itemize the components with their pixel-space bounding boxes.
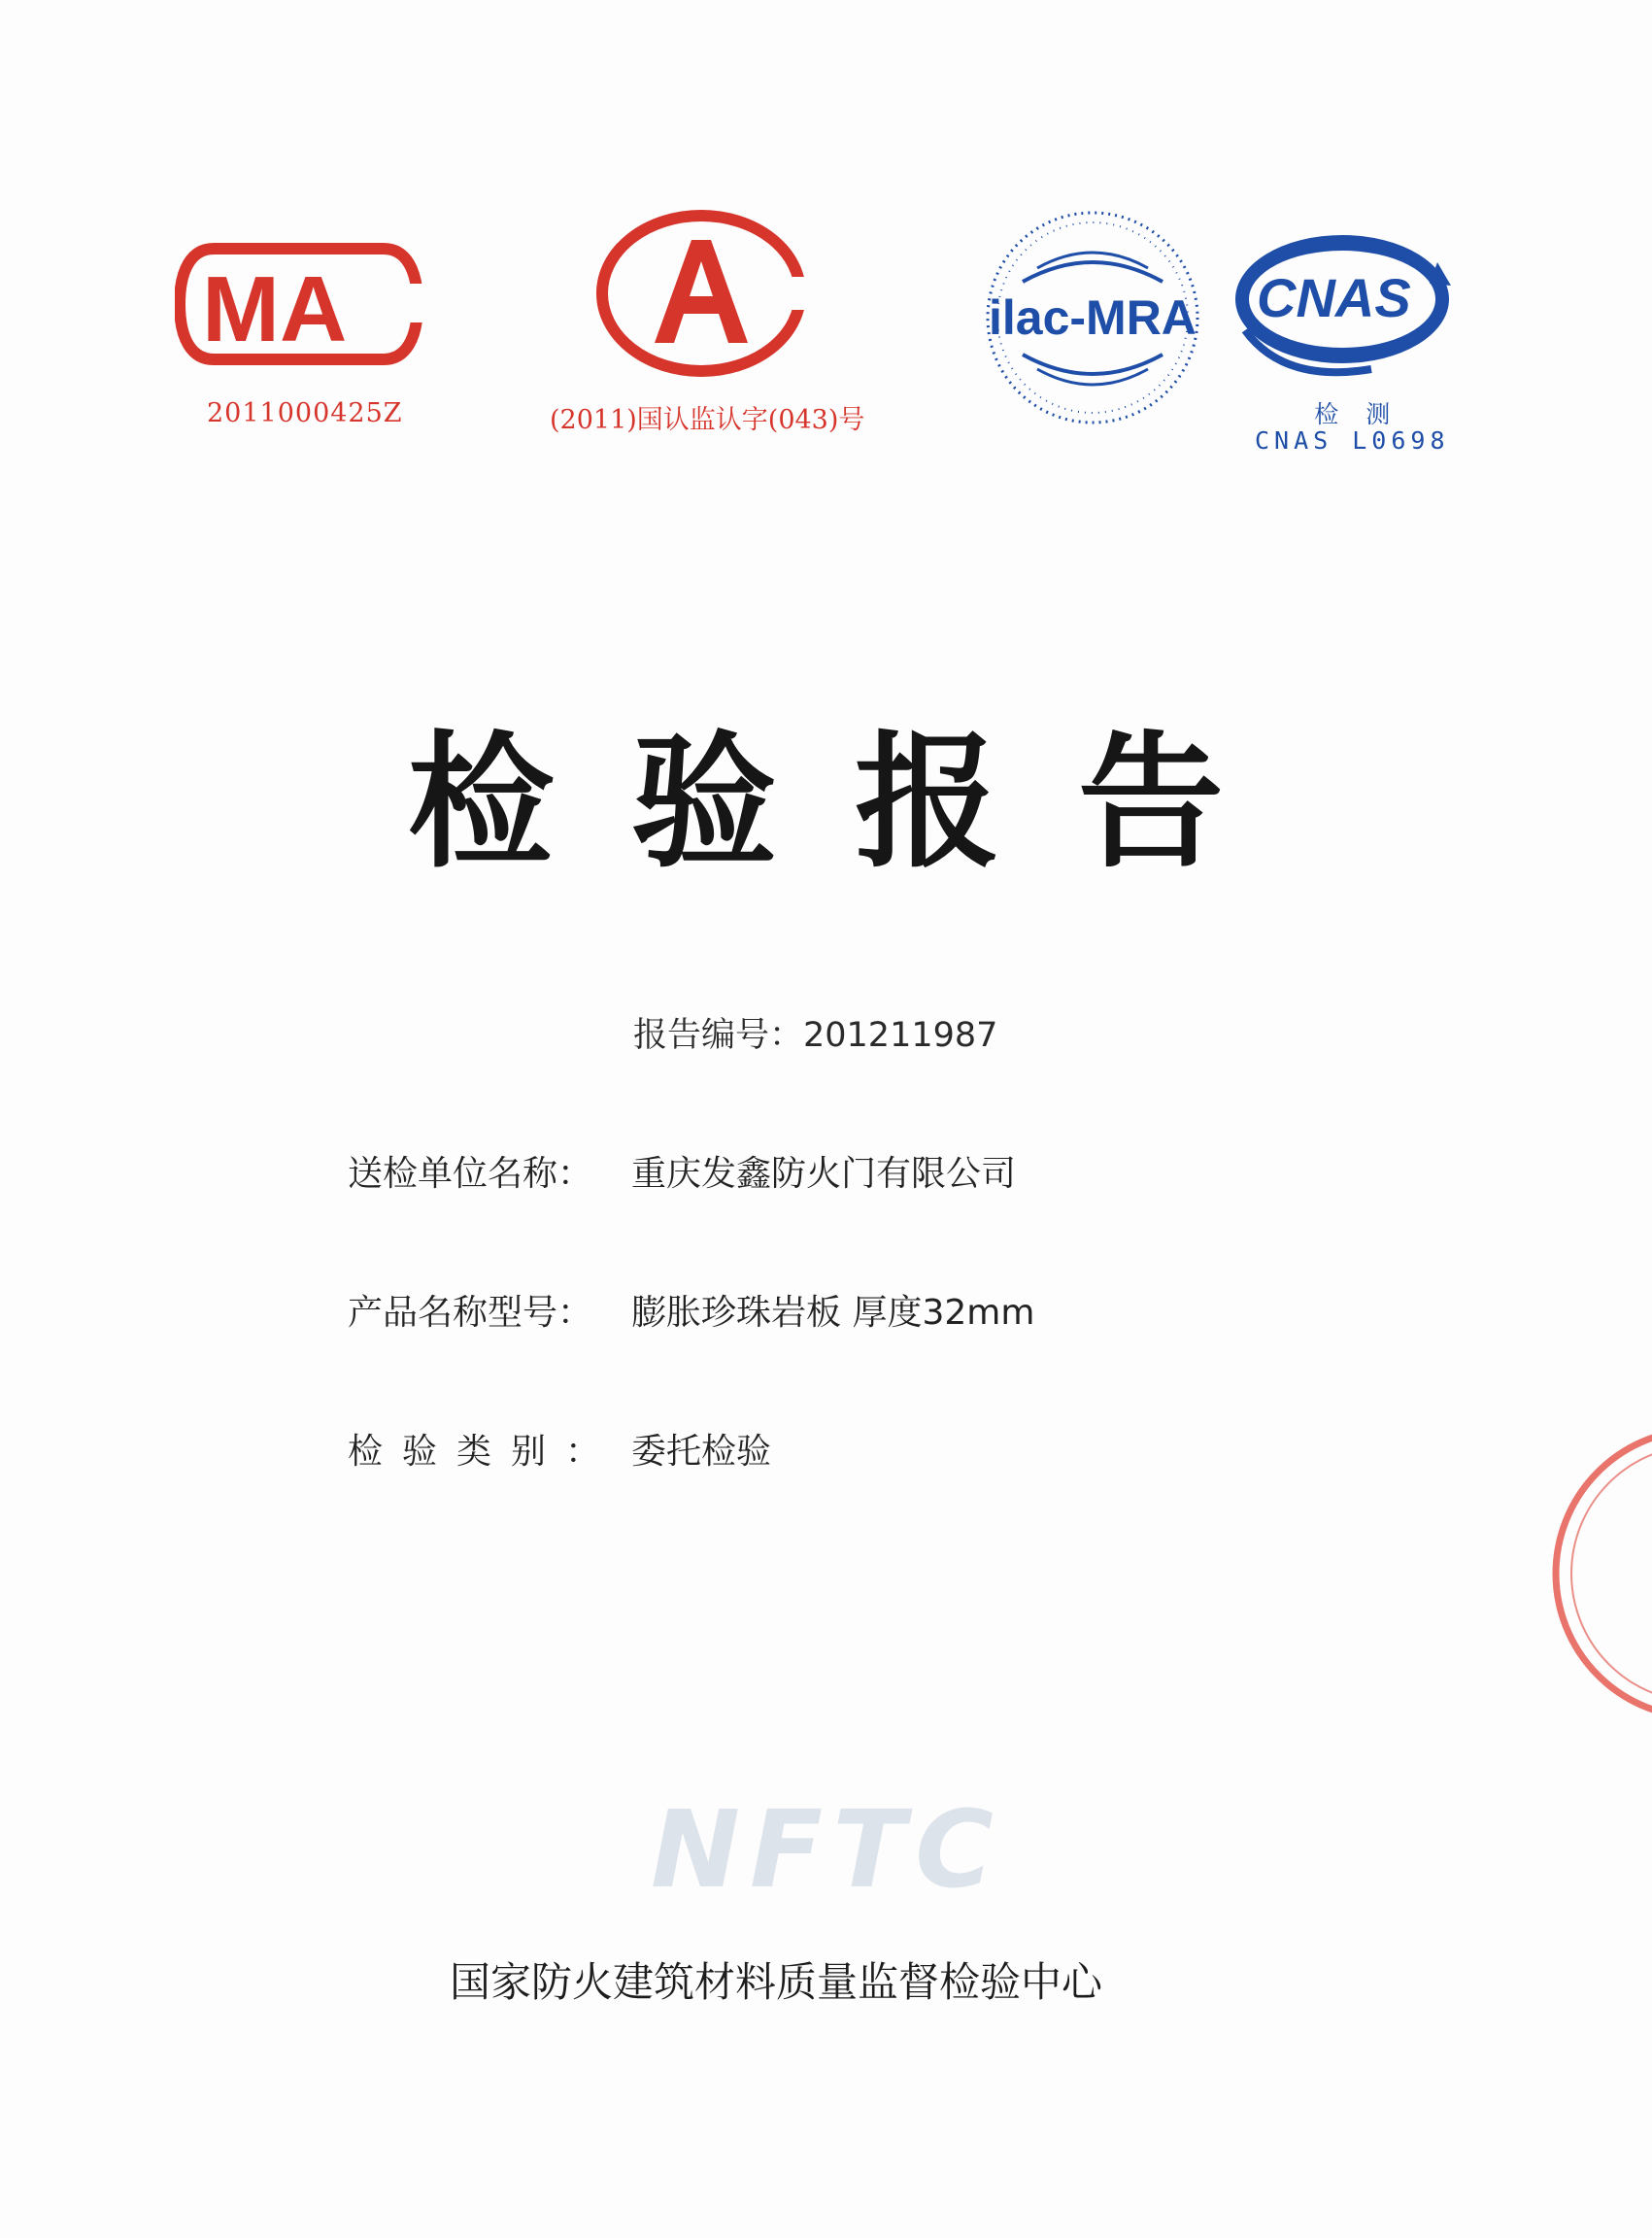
client-value: 重庆发鑫防火门有限公司 bbox=[631, 1154, 1017, 1194]
cnas-caption-line1: 检测 bbox=[1314, 400, 1418, 428]
client-label: 送检单位名称： bbox=[348, 1154, 593, 1194]
inspection-type-field bbox=[348, 1424, 771, 1474]
cma-logo-text: MA bbox=[202, 257, 348, 361]
product-value: 膨胀珍珠岩板 厚度32mm bbox=[631, 1293, 1035, 1333]
inspection-type-value: 委托检验 bbox=[631, 1432, 772, 1472]
inspection-type-label: 检验类别： bbox=[348, 1432, 621, 1472]
cma-number: 2011000425Z bbox=[207, 398, 403, 428]
product-label: 产品名称型号： bbox=[348, 1293, 593, 1333]
ilac-logo-text: ilac-MRA bbox=[989, 290, 1197, 345]
cnas-logo bbox=[1226, 214, 1459, 389]
page-title: 检验报告 bbox=[408, 719, 1302, 888]
cal-approval-number: (2011)国认监认字(043)号 bbox=[550, 405, 865, 435]
cnas-logo-text: CNAS bbox=[1257, 267, 1411, 328]
cnas-caption bbox=[1255, 401, 1450, 454]
official-seal-stamp bbox=[1534, 1428, 1652, 1723]
cal-logo bbox=[594, 209, 808, 379]
client-field bbox=[348, 1146, 1016, 1196]
cnas-accreditation-number: CNAS L0698 bbox=[1255, 426, 1450, 455]
report-number: 报告编号：201211987 bbox=[633, 1016, 998, 1055]
nftc-watermark: NFTC bbox=[651, 1787, 1003, 1912]
product-field bbox=[348, 1285, 1034, 1335]
issuing-organization: 国家防火建筑材料质量监督检验中心 bbox=[450, 1958, 1103, 2006]
cma-logo bbox=[175, 241, 422, 367]
ilac-mra-logo bbox=[979, 204, 1207, 432]
